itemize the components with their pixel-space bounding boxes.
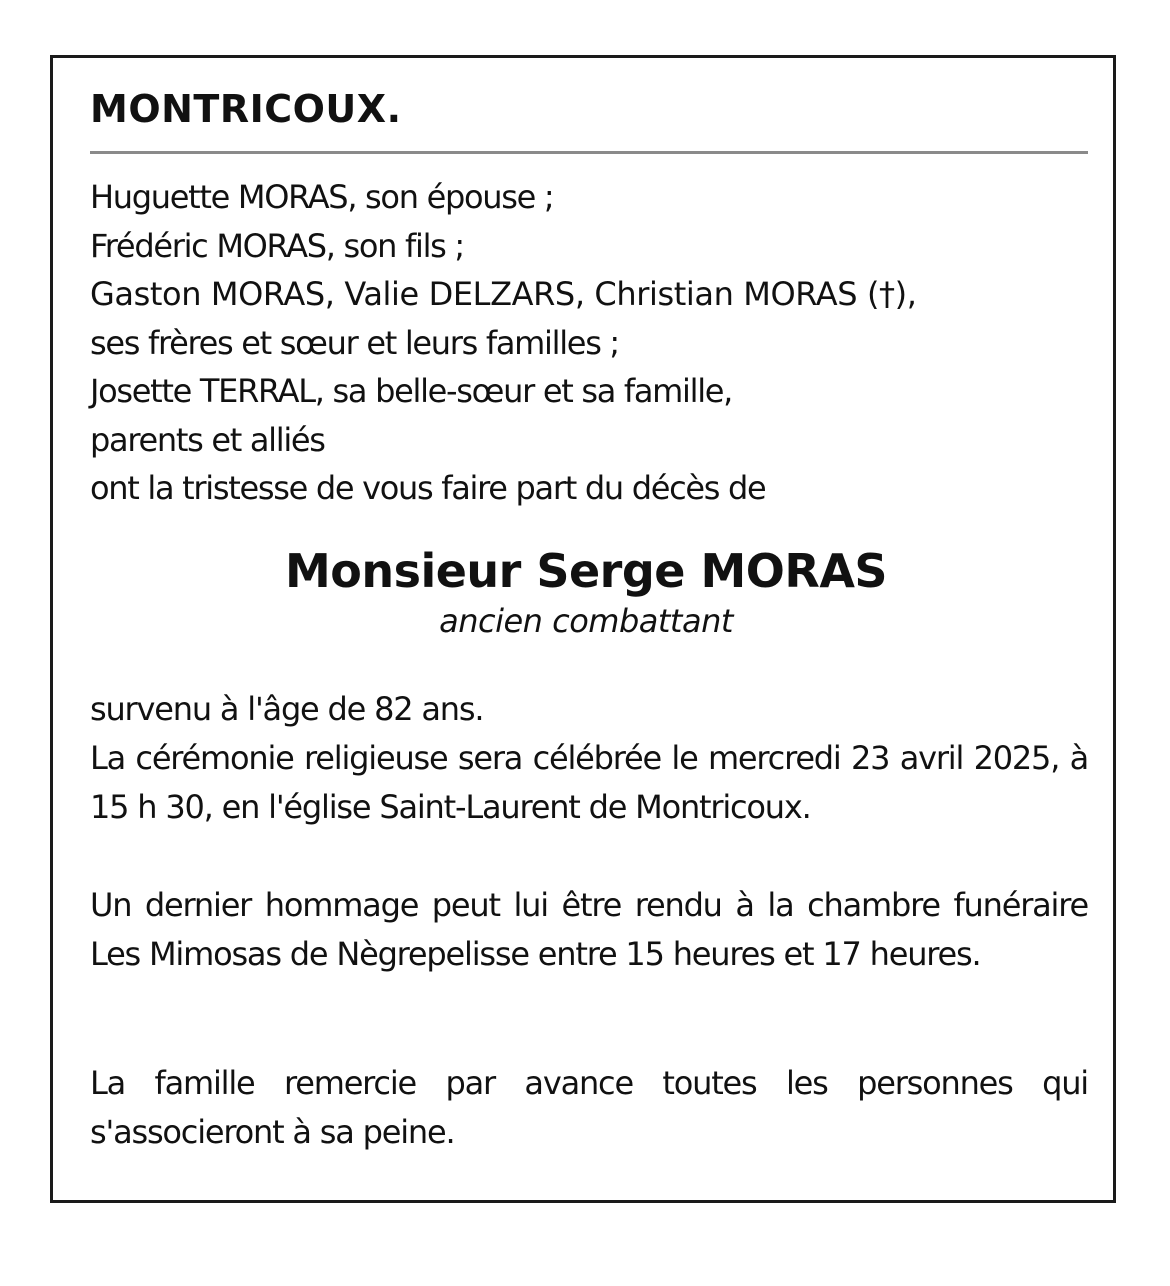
thanks-paragraph: La famille remercie par avance toutes les personnes qui s'associeront à sa peine. <box>90 1064 1088 1151</box>
age-paragraph: survenu à l'âge de 82 ans. <box>90 690 484 728</box>
family-line: Josette TERRAL, sa belle-sœur et sa famille, <box>90 372 733 410</box>
family-line: Huguette MORAS, son épouse ; <box>90 178 554 216</box>
family-line: Gaston MORAS, Valie DELZARS, Christian MORAS (†), <box>90 275 917 313</box>
family-list <box>90 173 1090 513</box>
deceased-title: ancien combattant <box>439 602 733 640</box>
family-line: parents et alliés <box>90 420 325 459</box>
deceased-name: Monsieur Serge MORAS <box>284 544 888 598</box>
family-line: Frédéric MORAS, son fils ; <box>90 226 464 265</box>
hommage-paragraph: Un dernier hommage peut lui être rendu à la chambre funéraire Les Mimosas de Nègrepelisse entre 15 heures et 17 heures. <box>90 886 1088 973</box>
obituary-notice <box>50 55 1116 1203</box>
family-line: ont la tristesse de vous faire part du décès de <box>90 469 766 507</box>
ceremony-paragraph: La cérémonie religieuse sera célébrée le mercredi 23 avril 2025, à 15 h 30, en l'église Saint-Laurent de Montricoux. <box>90 739 1088 826</box>
town-heading: MONTRICOUX. <box>90 87 402 131</box>
heading-divider <box>90 151 1088 154</box>
family-line: ses frères et sœur et leurs familles ; <box>90 323 619 362</box>
deceased-block <box>53 543 1119 643</box>
